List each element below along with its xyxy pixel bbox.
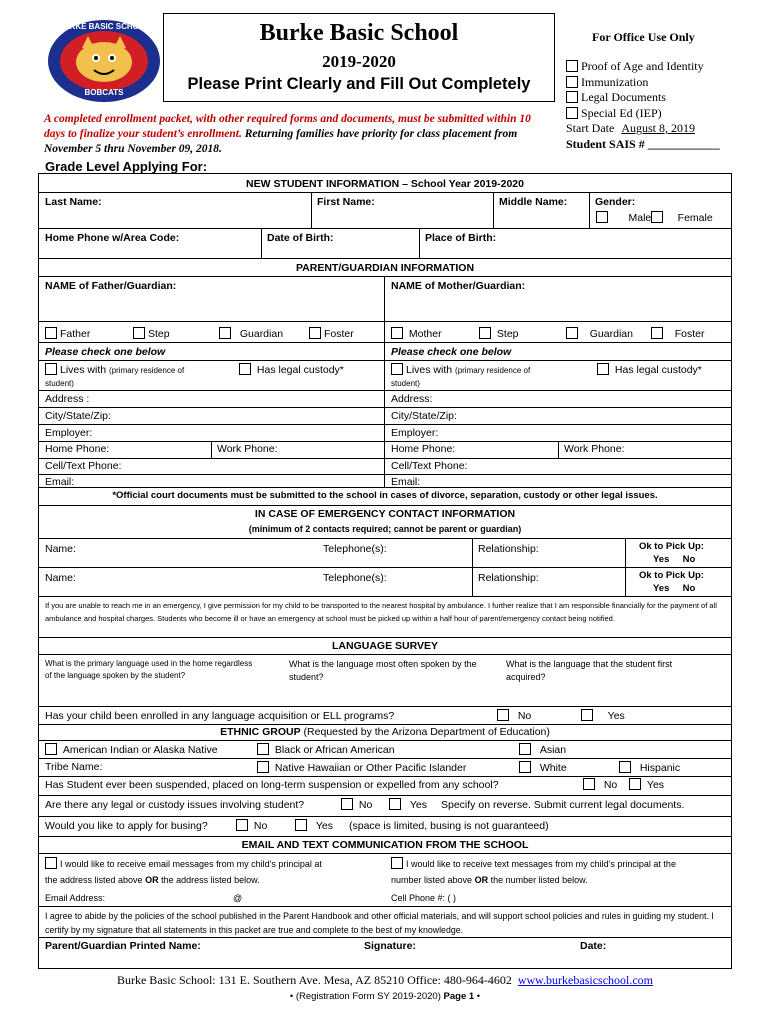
lives-with-left[interactable]: Lives with (primary residence of	[45, 363, 184, 376]
address-right[interactable]: Address:	[391, 393, 433, 405]
ell-no-option[interactable]: No	[497, 709, 531, 722]
checkbox[interactable]	[566, 60, 578, 72]
ethnic-native-hawaiian[interactable]: Native Hawaiian or Other Pacific Islander	[257, 761, 466, 774]
office-item[interactable]: Legal Documents	[566, 90, 720, 106]
legal-no-option[interactable]: No	[341, 798, 372, 811]
checkbox[interactable]	[651, 211, 663, 223]
suspension-no-option[interactable]: No	[583, 778, 617, 791]
email-left[interactable]: Email:	[45, 476, 75, 488]
ell-question: Has your child been enrolled in any language acquisition or ELL programs?	[45, 710, 395, 722]
first-name-field[interactable]: First Name:	[317, 196, 375, 208]
emergency-name-1[interactable]: Name:	[45, 543, 76, 555]
ok-pickup-options-2[interactable]: Yes No	[653, 583, 696, 594]
school-website-link[interactable]: www.burkebasicschool.com	[517, 973, 654, 987]
registration-form	[38, 173, 732, 969]
home-phone-right[interactable]: Home Phone:	[391, 443, 456, 455]
text-opt-in[interactable]: I would like to receive text messages from my child’s principal at the	[391, 857, 676, 869]
lives-with-student-right: student)	[391, 379, 420, 388]
grade-level-label[interactable]: Grade Level Applying For:	[45, 159, 208, 174]
email-right[interactable]: Email:	[391, 476, 421, 488]
sais-line[interactable]: Student SAIS # ____________	[566, 136, 720, 151]
employer-left[interactable]: Employer:	[45, 427, 93, 439]
ok-pickup-options-1[interactable]: Yes No	[653, 554, 696, 565]
cell-right[interactable]: Cell/Text Phone:	[391, 460, 468, 472]
office-checklist	[566, 59, 720, 152]
email-opt-in[interactable]: I would like to receive email messages from my child’s principal at	[45, 857, 322, 869]
checkbox[interactable]	[566, 91, 578, 103]
text-opt-in-line2: number listed above OR the number listed below.	[391, 875, 588, 885]
busing-question: Would you like to apply for busing?	[45, 820, 208, 832]
start-date-value[interactable]: August 8, 2019	[621, 121, 695, 135]
school-logo	[46, 18, 162, 104]
ethnic-asian[interactable]: Asian	[519, 743, 566, 756]
pob-field[interactable]: Place of Birth:	[425, 232, 497, 244]
ethnic-american-indian[interactable]: American Indian or Alaska Native	[45, 743, 218, 756]
printed-name-field[interactable]: Parent/Guardian Printed Name:	[45, 940, 201, 952]
legal-yes-option[interactable]: Yes	[389, 798, 427, 811]
father-name-field[interactable]: NAME of Father/Guardian:	[45, 280, 177, 292]
ok-pickup-label-2: Ok to Pick Up:	[639, 570, 704, 581]
logo-top-text: BURKE BASIC SCHOOL	[57, 22, 150, 31]
cell-phone-field[interactable]: Cell Phone #: ( )	[391, 893, 457, 903]
home-phone-left[interactable]: Home Phone:	[45, 443, 110, 455]
tribe-name-field[interactable]: Tribe Name:	[45, 761, 103, 773]
role-step-right[interactable]: Step	[479, 327, 519, 340]
emergency-phone-1[interactable]: Telephone(s):	[323, 543, 387, 555]
gender-male-option[interactable]: Male	[596, 211, 651, 224]
email-opt-in-line2: the address listed above OR the address listed below.	[45, 875, 260, 885]
role-foster-right[interactable]: Foster	[651, 327, 705, 340]
page-number: • (Registration Form SY 2019-2020) Page 1 •	[289, 991, 481, 1002]
print-instruction: Please Print Clearly and Fill Out Completely	[187, 75, 531, 93]
suspension-yes-option[interactable]: Yes	[629, 778, 664, 791]
checkbox[interactable]	[566, 76, 578, 88]
work-phone-right[interactable]: Work Phone:	[564, 443, 625, 455]
city-left[interactable]: City/State/Zip:	[45, 410, 111, 422]
legal-issues-question: Are there any legal or custody issues involving student?	[45, 799, 305, 811]
mother-name-field[interactable]: NAME of Mother/Guardian:	[391, 280, 526, 292]
cell-left[interactable]: Cell/Text Phone:	[45, 460, 122, 472]
emergency-consent: If you are unable to reach me in an emergency, I give permission for my child to be transported to the nearest hospital by ambulance. I further realize that I am responsible financially for the payment of all ambulance and hospital charges. Students who become ill or have an emergency at school must be picked up within a half hour of parent/emergency contact being notified.	[45, 601, 717, 623]
emergency-title: IN CASE OF EMERGENCY CONTACT INFORMATION	[254, 508, 516, 520]
middle-name-field[interactable]: Middle Name:	[499, 196, 568, 208]
gender-female-option[interactable]: Female	[651, 211, 713, 224]
emergency-relationship-1[interactable]: Relationship:	[478, 543, 539, 555]
footer-address-line	[0, 973, 770, 988]
ethnic-white[interactable]: White	[519, 761, 567, 774]
office-item[interactable]: Proof of Age and Identity	[566, 59, 720, 75]
header-box	[163, 13, 555, 102]
busing-note: (space is limited, busing is not guaranteed)	[349, 820, 549, 832]
check-one-left: Please check one below	[45, 346, 166, 358]
student-section-title: NEW STUDENT INFORMATION – School Year 2019-2020	[246, 178, 524, 190]
office-item[interactable]: Special Ed (IEP)	[566, 106, 720, 122]
role-foster-left[interactable]: Foster	[309, 327, 354, 340]
logo-bottom-text: BOBCATS	[84, 88, 124, 97]
ethnic-title: ETHNIC GROUP (Requested by the Arizona Department of Education)	[220, 726, 550, 738]
emergency-phone-2[interactable]: Telephone(s):	[323, 572, 387, 584]
agreement-text: I agree to abide by the policies of the school published in the Parent Handbook and other official materials, and will support school policies and rules in guiding my student. I certify by my signature that all statements in this packet are true and complete to the best of my knowledge.	[45, 911, 714, 935]
ethnic-black[interactable]: Black or African American	[257, 743, 395, 756]
school-year: 2019-2020	[322, 52, 396, 71]
address-left[interactable]: Address :	[45, 393, 90, 405]
date-field[interactable]: Date:	[580, 940, 607, 952]
work-phone-left[interactable]: Work Phone:	[217, 443, 278, 455]
busing-yes-option[interactable]: Yes	[295, 819, 333, 832]
office-use-title: For Office Use Only	[592, 30, 695, 44]
checkbox[interactable]	[596, 211, 608, 223]
role-guardian-left[interactable]: Guardian	[219, 327, 283, 340]
parent-section-title: PARENT/GUARDIAN INFORMATION	[295, 262, 475, 274]
role-guardian-right[interactable]: Guardian	[566, 327, 633, 340]
checkbox[interactable]	[566, 107, 578, 119]
emergency-subtitle: (minimum of 2 contacts required; cannot be parent or guardian)	[248, 524, 522, 534]
language-title: LANGUAGE SURVEY	[332, 640, 438, 652]
employer-right[interactable]: Employer:	[391, 427, 439, 439]
role-father[interactable]: Father	[45, 327, 90, 340]
busing-no-option[interactable]: No	[236, 819, 267, 832]
legal-custody-right[interactable]: Has legal custody*	[597, 363, 702, 376]
language-q3[interactable]: What is the language that the student first acquired?	[506, 659, 673, 682]
signature-field[interactable]: Signature:	[364, 940, 416, 952]
court-note: *Official court documents must be submitted to the school in cases of divorce, separation, custody or other legal issues.	[112, 490, 658, 501]
ell-yes-option[interactable]: Yes	[581, 709, 625, 722]
notice-red-text: A completed enrollment packet, with other required forms and documents, must be submitted within 10 days to finalize your student’s enrollment.	[44, 113, 531, 140]
enrollment-notice	[44, 112, 544, 157]
ok-pickup-label-1: Ok to Pick Up:	[639, 541, 704, 552]
lives-with-student-left: student)	[45, 379, 74, 388]
comm-title: EMAIL AND TEXT COMMUNICATION FROM THE SCHOOL	[241, 839, 529, 851]
language-q2[interactable]: What is the language most often spoken by the student?	[289, 659, 477, 682]
last-name-field[interactable]: Last Name:	[45, 196, 102, 208]
legal-custody-left[interactable]: Has legal custody*	[239, 363, 344, 376]
home-phone-field[interactable]: Home Phone w/Area Code:	[45, 232, 180, 244]
language-q1[interactable]: What is the primary language used in the home regardless of the language spoken by the student?	[45, 659, 253, 680]
role-step-left[interactable]: Step	[133, 327, 170, 340]
emergency-relationship-2[interactable]: Relationship:	[478, 572, 539, 584]
footer-address: Burke Basic School: 131 E. Southern Ave. Mesa, AZ 85210 Office: 480-964-4602	[116, 973, 512, 987]
city-right[interactable]: City/State/Zip:	[391, 410, 457, 422]
suspension-question: Has Student ever been suspended, placed on long-term suspension or expelled from any school?	[45, 779, 499, 791]
start-date-line: Start Date August 8, 2019	[566, 121, 720, 137]
legal-note: Specify on reverse. Submit current legal documents.	[441, 799, 685, 811]
school-name: Burke Basic School	[259, 20, 459, 46]
dob-field[interactable]: Date of Birth:	[267, 232, 334, 244]
office-item[interactable]: Immunization	[566, 75, 720, 91]
lives-with-right[interactable]: Lives with (primary residence of	[391, 363, 530, 376]
check-one-right: Please check one below	[391, 346, 512, 358]
email-address-field[interactable]: Email Address: @	[45, 893, 243, 903]
role-mother[interactable]: Mother	[391, 327, 442, 340]
ethnic-hispanic[interactable]: Hispanic	[619, 761, 680, 774]
gender-label: Gender:	[595, 196, 636, 208]
emergency-name-2[interactable]: Name:	[45, 572, 76, 584]
notice-black-text: Returning families have priority for class placement from November 5 thru November 09, 2018.	[44, 128, 518, 155]
